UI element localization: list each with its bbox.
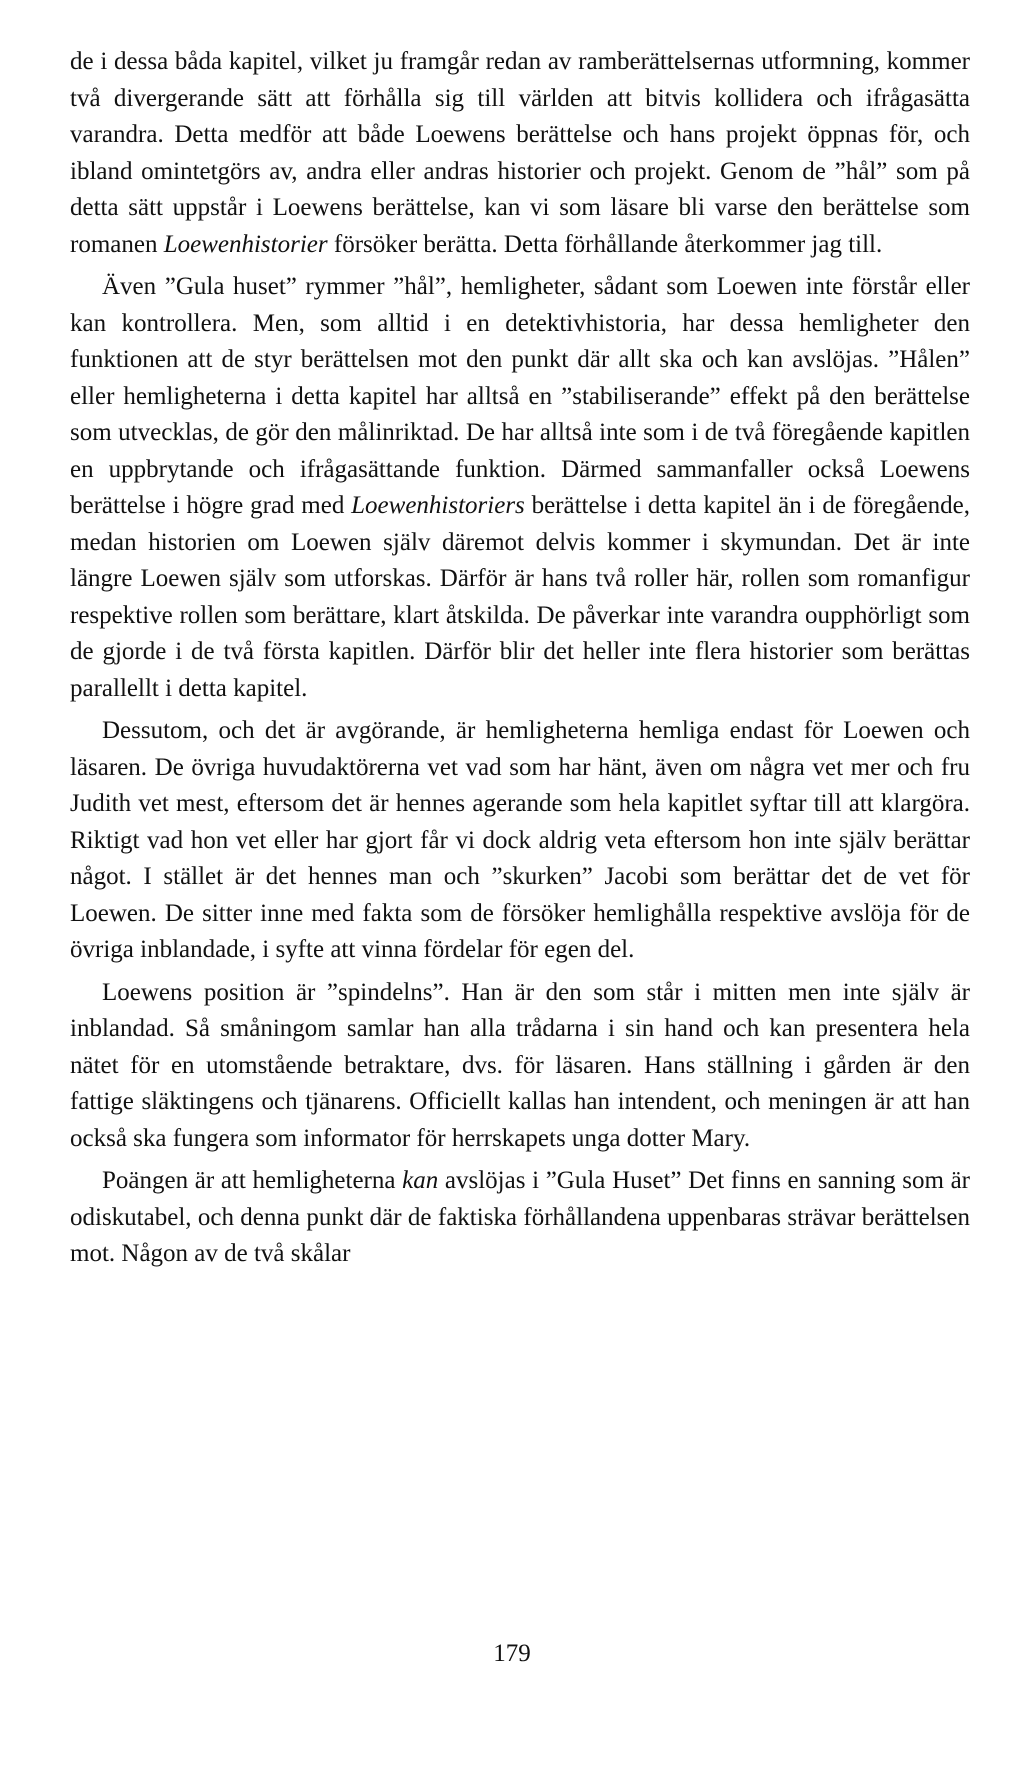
paragraph-5-text: Poängen är att hemligheterna (102, 1167, 403, 1194)
paragraph-5-text-end: avslöjas i ”Gula Huset” Det finns en sanning som är odiskutabel, och denna punkt där de faktiska förhållandena uppenbaras strävar berättelsen mot. Någon av de två skålar (70, 1167, 970, 1267)
italic-title-loewenhistorier: Loewenhistorier (163, 230, 328, 258)
paragraph-3-text: Dessutom, och det är avgörande, är hemligheterna hemliga endast för Loewen och läsaren. De övriga huvudaktörerna vet vad som har hänt, även om några vet mer och fru Judith vet mest, eftersom det är hennes agerande som hela kapitlet syftar till att klargöra. Riktigt vad hon vet eller har gjort får vi dock aldrig veta eftersom hon inte själv berättar något. I stället är det hennes man och ”skurken” Jacobi som berättar det de vet för Loewen. De sitter inne med fakta som de försöker hemlighålla respektive avslöja för de övriga inblandade, i syfte att vinna fördelar för egen del. (70, 717, 970, 963)
paragraph-4 (70, 975, 970, 1158)
paragraph-2-text: Även ”Gula huset” rymmer ”hål”, hemligheter, sådant som Loewen inte förstår eller kan kontrollera. Men, som alltid i en detektivhistoria, har dessa hemligheter den funktionen att de styr berättelsen mot den punkt där allt ska och kan avslöjas. ”Hålen” eller hemligheterna i detta kapitel har alltså en ”stabiliserande” effekt på den berättelse som utvecklas, de gör den målinriktad. De har alltså inte som i de två föregående kapitlen en uppbrytande och ifrågasättande funktion. Därmed sammanfaller också Loewens berättelse i högre grad med (70, 273, 970, 519)
paragraph-3 (70, 713, 970, 969)
paragraph-4-text: Loewens position är ”spindelns”. Han är den som står i mitten men inte själv är inblandad. Så småningom samlar han alla trådarna i sin hand och kan presentera hela nätet för en utomstående betraktare, dvs. för läsaren. Hans ställning i gården är den fattige släktingens och tjänarens. Officiellt kallas han intendent, och meningen är att han också ska fungera som informator för herrskapets unga dotter Mary. (70, 978, 970, 1152)
paragraph-2 (70, 269, 970, 707)
italic-word-kan: kan (402, 1167, 439, 1194)
paragraph-1-text-end: försöker berätta. Detta förhållande återkommer jag till. (327, 230, 883, 258)
paragraph-1-text: de i dessa båda kapitel, vilket ju framgår redan av ramberättelsernas utformning, kommer två divergerande sätt att förhålla sig till världen att bitvis kollidera och ifrågasätta varandra. Detta medför att både Loewens berättelse och hans projekt öppnas för, och ibland omintetgörs av, andra eller andras historier och projekt. Genom de ”hål” som på detta sätt uppstår i Loewens berättelse, kan vi som läsare bli varse den berättelse som romanen (70, 48, 970, 258)
paragraph-1 (70, 44, 970, 263)
italic-title-loewenhistoriers: Loewenhistoriers (351, 492, 525, 519)
paragraph-5 (70, 1163, 970, 1273)
body-text (70, 44, 970, 1279)
paragraph-2-text-end: berättelse i detta kapitel än i de föregående, medan historien om Loewen själv däremot delvis kommer i skymundan. Det är inte längre Loewen själv som utforskas. Därför är hans två roller här, rollen som romanfigur respektive rollen som berättare, klart åtskilda. De påverkar inte varandra oupphörligt som de gjorde i de två första kapitlen. Därför blir det heller inte flera historier som berättas parallellt i detta kapitel. (70, 492, 971, 702)
page-number: 179 (493, 1640, 531, 1667)
